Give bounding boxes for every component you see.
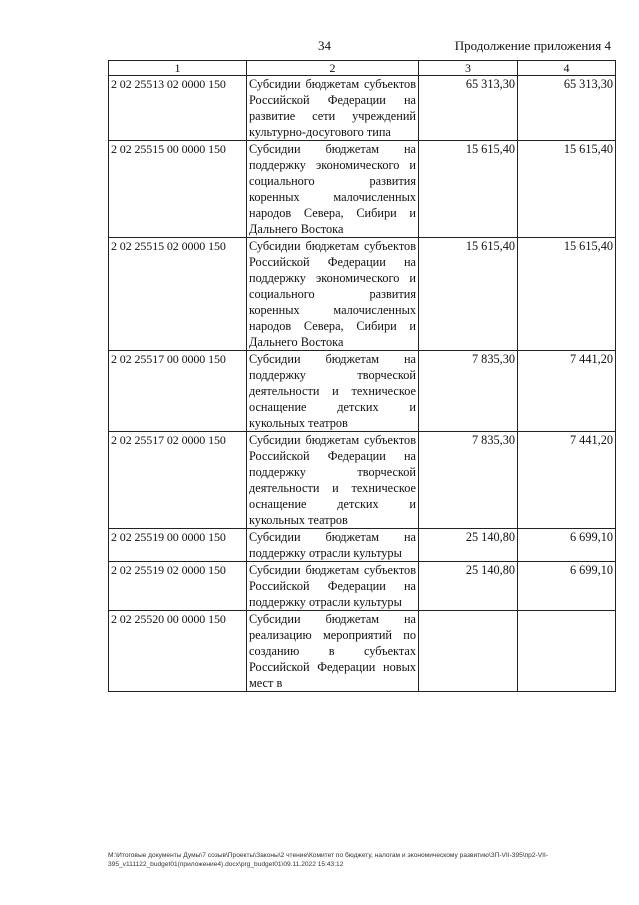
amount-col3: 15 615,40 — [419, 141, 518, 238]
amount-col3: 25 140,80 — [419, 562, 518, 611]
amount-col3: 15 615,40 — [419, 238, 518, 351]
revenue-name: Субсидии бюджетам субъектов Российской Федерации на поддержку творческой деятельности и техническое оснащение детских и кукольных театров — [247, 432, 419, 529]
column-header: 1 — [109, 61, 247, 76]
revenue-name: Субсидии бюджетам на поддержку экономического и социального развития коренных малочисленных народов Севера, Сибири и Дальнего Востока — [247, 141, 419, 238]
amount-col3: 65 313,30 — [419, 76, 518, 141]
table-row — [109, 351, 616, 432]
revenue-name: Субсидии бюджетам на поддержку творческой деятельности и техническое оснащение детских и кукольных театров — [247, 351, 419, 432]
budget-code: 2 02 25515 00 0000 150 — [109, 141, 247, 238]
budget-code: 2 02 25519 00 0000 150 — [109, 529, 247, 562]
table-row — [109, 141, 616, 238]
amount-col4: 15 615,40 — [518, 141, 616, 238]
budget-code: 2 02 25519 02 0000 150 — [109, 562, 247, 611]
column-header: 4 — [518, 61, 616, 76]
amount-col4: 7 441,20 — [518, 432, 616, 529]
budget-code: 2 02 25517 00 0000 150 — [109, 351, 247, 432]
page-number: 34 — [318, 38, 331, 53]
table-row — [109, 611, 616, 692]
amount-col3: 25 140,80 — [419, 529, 518, 562]
budget-code: 2 02 25513 02 0000 150 — [109, 76, 247, 141]
amount-col4: 6 699,10 — [518, 529, 616, 562]
revenue-name: Субсидии бюджетам субъектов Российской Федерации на развитие сети учреждений культурно-досугового типа — [247, 76, 419, 141]
appendix-continuation-label: Продолжение приложения 4 — [454, 38, 611, 53]
budget-code: 2 02 25515 02 0000 150 — [109, 238, 247, 351]
table-row — [109, 238, 616, 351]
column-header: 3 — [419, 61, 518, 76]
revenue-name: Субсидии бюджетам на реализацию мероприятий по созданию в субъектах Российской Федерации новых мест в — [247, 611, 419, 692]
revenue-name: Субсидии бюджетам субъектов Российской Федерации на поддержку экономического и социального развития коренных малочисленных народов Севера, Сибири и Дальнего Востока — [247, 238, 419, 351]
amount-col4: 6 699,10 — [518, 562, 616, 611]
document-file-path: M:\Итоговые документы Думы\7 созыв\Проекты\Законы\2 чтение\Комитет по бюджету, налогам и экономическому развитию\ЗП-VII-395\пр2-VII-395_v111122_budget01(приложение4).docx\prg_budget01\09.11.2022 15:43:12 — [108, 852, 548, 868]
amount-col4: 65 313,30 — [518, 76, 616, 141]
amount-col3 — [419, 611, 518, 692]
table-row — [109, 76, 616, 141]
revenue-name: Субсидии бюджетам на поддержку отрасли культуры — [247, 529, 419, 562]
amount-col3: 7 835,30 — [419, 432, 518, 529]
table-row — [109, 432, 616, 529]
column-header: 2 — [247, 61, 419, 76]
amount-col4: 7 441,20 — [518, 351, 616, 432]
amount-col4: 15 615,40 — [518, 238, 616, 351]
table-row — [109, 562, 616, 611]
amount-col3: 7 835,30 — [419, 351, 518, 432]
budget-table — [108, 60, 616, 692]
budget-code: 2 02 25517 02 0000 150 — [109, 432, 247, 529]
table-row — [109, 529, 616, 562]
revenue-name: Субсидии бюджетам субъектов Российской Федерации на поддержку отрасли культуры — [247, 562, 419, 611]
column-number-row — [109, 61, 616, 76]
budget-code: 2 02 25520 00 0000 150 — [109, 611, 247, 692]
amount-col4 — [518, 611, 616, 692]
